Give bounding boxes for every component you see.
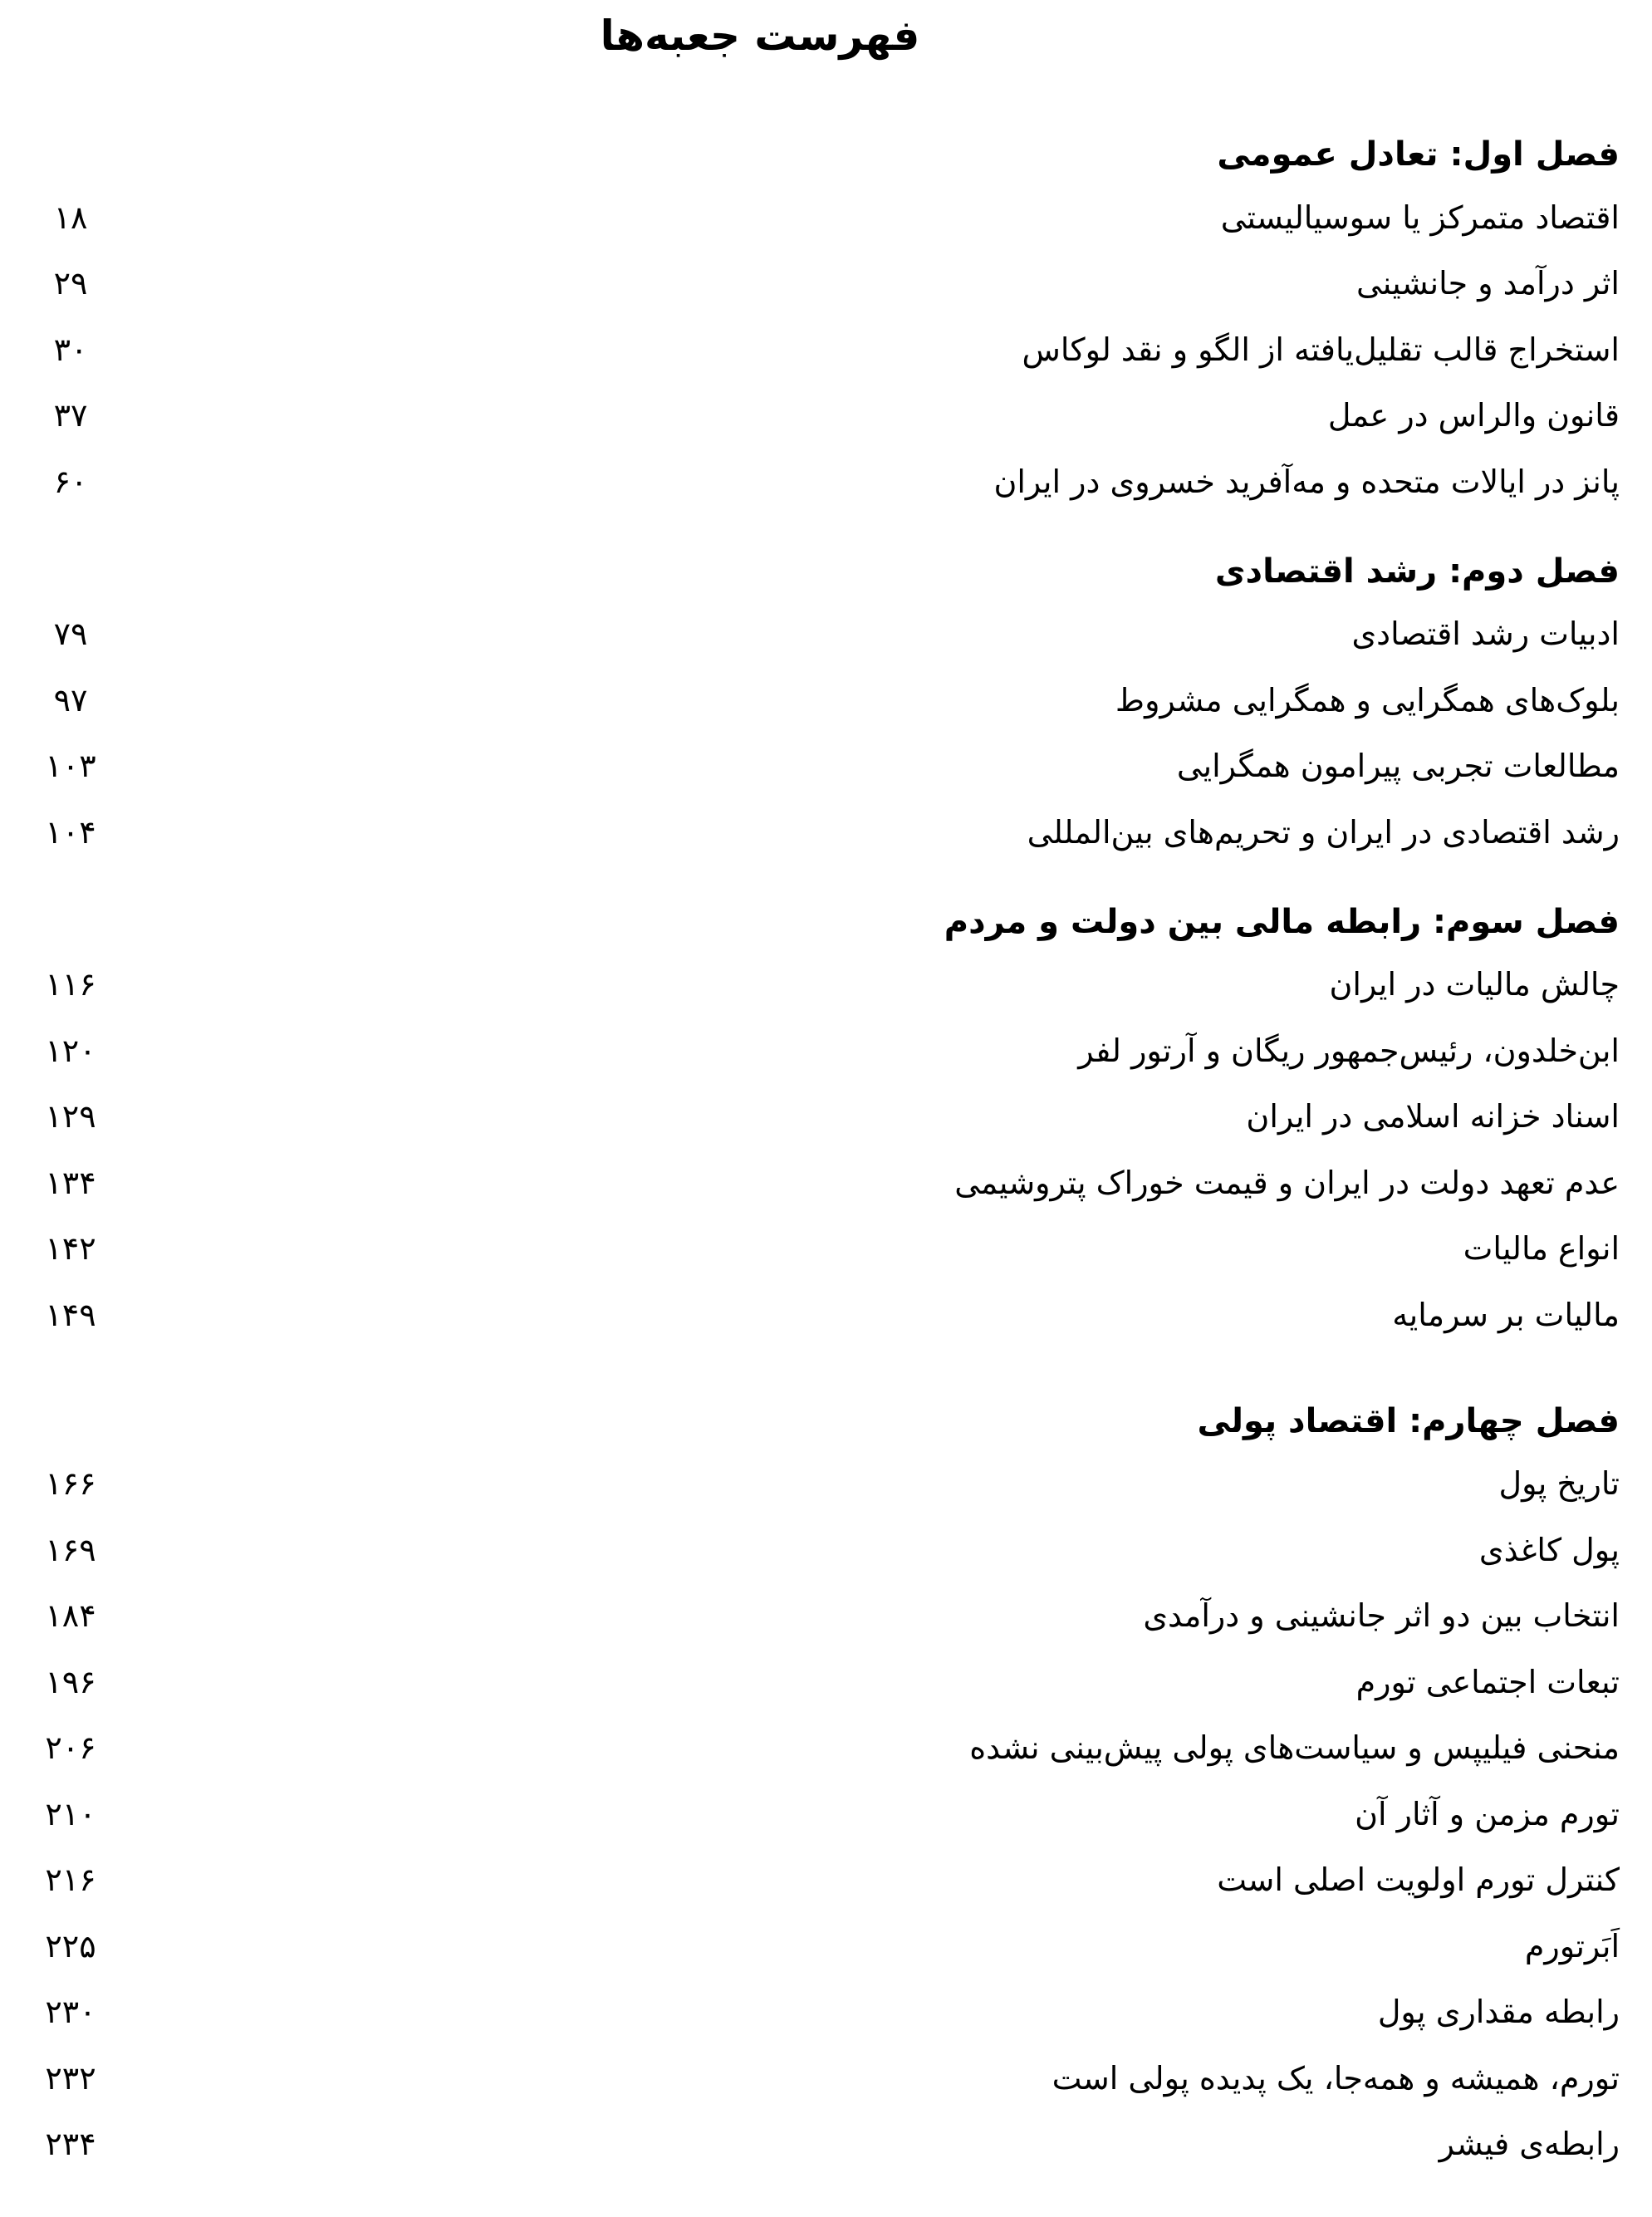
toc-entry[interactable] — [33, 1913, 1620, 1979]
table-of-contents — [33, 125, 1620, 2177]
entry-label: تبعات اجتماعی تورم — [1355, 1663, 1620, 1700]
entry-page-number: ۲۱۶ — [45, 1861, 96, 1899]
entry-page-number: ۱۲۰ — [45, 1032, 96, 1069]
entry-label: رابطه‌ی فیشر — [1439, 2126, 1620, 2163]
entry-label: پول کاغذی — [1478, 1531, 1620, 1568]
entry-label: ادبیات رشد اقتصادی — [1351, 616, 1620, 653]
entry-page-number: ۷۹ — [53, 616, 88, 653]
entry-page-number: ۱۹۶ — [45, 1663, 96, 1700]
entry-label: تورم، همیشه و همه‌جا، یک پدیده پولی است — [1051, 2059, 1620, 2097]
toc-entry[interactable] — [33, 1282, 1620, 1348]
toc-entry[interactable] — [33, 1781, 1620, 1847]
entry-page-number: ۱۴۲ — [45, 1230, 96, 1268]
entry-label: اثر درآمد و جانشینی — [1356, 265, 1620, 302]
entry-label: اسناد خزانه اسلامی در ایران — [1246, 1098, 1620, 1135]
chapter-3 — [33, 892, 1620, 1348]
entry-page-number: ۲۳۰ — [45, 1994, 96, 2031]
entry-page-number: ۱۴۹ — [45, 1296, 96, 1333]
chapter-2 — [33, 542, 1620, 866]
chapter-spacer — [33, 866, 1620, 892]
entry-label: قانون والراس در عمل — [1327, 397, 1620, 434]
chapter-title: فصل دوم: رشد اقتصادی — [1214, 552, 1620, 591]
chapter-1 — [33, 125, 1620, 515]
entry-label: اَبَرتورم — [1524, 1927, 1620, 1964]
entry-label: چالش مالیات در ایران — [1329, 966, 1620, 1003]
entry-label: بلوک‌های همگرایی و همگرایی مشروط — [1115, 681, 1620, 719]
toc-entry[interactable] — [33, 1150, 1620, 1216]
toc-entry[interactable] — [33, 1216, 1620, 1283]
toc-entry[interactable] — [33, 733, 1620, 800]
toc-entry[interactable] — [33, 1649, 1620, 1715]
entry-label: پانز در ایالات متحده و مه‌آفرید خسروی در ایران — [993, 463, 1620, 500]
chapter-title: فصل چهارم: اقتصاد پولی — [1197, 1401, 1620, 1440]
entry-page-number: ۶۰ — [53, 463, 88, 500]
toc-entry[interactable] — [33, 1517, 1620, 1583]
entry-label: انواع مالیات — [1463, 1230, 1620, 1268]
entry-label: تاریخ پول — [1498, 1465, 1620, 1503]
page-title: فهرست جعبه‌ها — [600, 12, 920, 60]
chapter-spacer — [33, 1348, 1620, 1391]
entry-page-number: ۲۱۰ — [45, 1795, 96, 1832]
entry-page-number: ۲۳۲ — [45, 2059, 96, 2097]
toc-entry[interactable] — [33, 1847, 1620, 1914]
toc-entry[interactable] — [33, 184, 1620, 251]
entry-label: اقتصاد متمرکز یا سوسیالیستی — [1220, 199, 1620, 236]
toc-entry[interactable] — [33, 952, 1620, 1018]
entry-page-number: ۹۷ — [53, 681, 88, 719]
toc-entry[interactable] — [33, 799, 1620, 866]
toc-entry[interactable] — [33, 251, 1620, 317]
toc-entry[interactable] — [33, 383, 1620, 449]
entry-page-number: ۱۰۳ — [45, 748, 96, 785]
entry-label: انتخاب بین دو اثر جانشینی و درآمدی — [1143, 1597, 1620, 1635]
toc-entry[interactable] — [33, 667, 1620, 733]
toc-entry[interactable] — [33, 1018, 1620, 1084]
entry-page-number: ۱۸ — [53, 199, 88, 236]
entry-page-number: ۱۰۴ — [45, 813, 96, 851]
entry-label: عدم تعهد دولت در ایران و قیمت خوراک پتروشیمی — [954, 1164, 1620, 1201]
toc-entry[interactable] — [33, 601, 1620, 668]
entry-page-number: ۱۲۹ — [45, 1098, 96, 1135]
entry-label: رشد اقتصادی در ایران و تحریم‌های بین‌المللی — [1027, 813, 1620, 851]
entry-label: منحنی فیلیپس و سیاست‌های پولی پیش‌بینی نشده — [969, 1729, 1620, 1767]
entry-label: مطالعات تجربی پیرامون همگرایی — [1176, 748, 1620, 785]
entry-label: استخراج قالب تقلیل‌یافته از الگو و نقد لوکاس — [1022, 331, 1620, 368]
chapter-4 — [33, 1391, 1620, 2178]
entry-page-number: ۲۹ — [53, 265, 88, 302]
entry-page-number: ۱۳۴ — [45, 1164, 96, 1201]
entry-page-number: ۱۸۴ — [45, 1597, 96, 1635]
entry-page-number: ۳۷ — [53, 397, 88, 434]
entry-page-number: ۱۱۶ — [45, 966, 96, 1003]
entry-page-number: ۲۰۶ — [45, 1729, 96, 1767]
chapter-spacer — [33, 515, 1620, 542]
chapter-title: فصل اول: تعادل عمومی — [1217, 135, 1620, 174]
entry-label: مالیات بر سرمایه — [1392, 1296, 1620, 1333]
entry-label: تورم مزمن و آثار آن — [1355, 1795, 1620, 1832]
toc-entry[interactable] — [33, 2045, 1620, 2112]
toc-entry[interactable] — [33, 1583, 1620, 1650]
toc-entry[interactable] — [33, 449, 1620, 515]
toc-entry[interactable] — [33, 316, 1620, 383]
entry-page-number: ۲۳۴ — [45, 2126, 96, 2163]
toc-entry[interactable] — [33, 1979, 1620, 2046]
entry-label: رابطه مقداری پول — [1377, 1994, 1620, 2031]
toc-entry[interactable] — [33, 1084, 1620, 1150]
chapter-title: فصل سوم: رابطه مالی بین دولت و مردم — [944, 902, 1620, 941]
entry-page-number: ۱۶۶ — [45, 1465, 96, 1503]
entry-page-number: ۲۲۵ — [45, 1927, 96, 1964]
toc-entry[interactable] — [33, 1715, 1620, 1782]
entry-page-number: ۱۶۹ — [45, 1531, 96, 1568]
toc-entry[interactable] — [33, 1451, 1620, 1518]
toc-entry[interactable] — [33, 2112, 1620, 2178]
entry-label: کنترل تورم اولویت اصلی است — [1217, 1861, 1620, 1899]
entry-page-number: ۳۰ — [53, 331, 88, 368]
entry-label: ابن‌خلدون، رئیس‌جمهور ریگان و آرتور لفر — [1078, 1032, 1620, 1069]
